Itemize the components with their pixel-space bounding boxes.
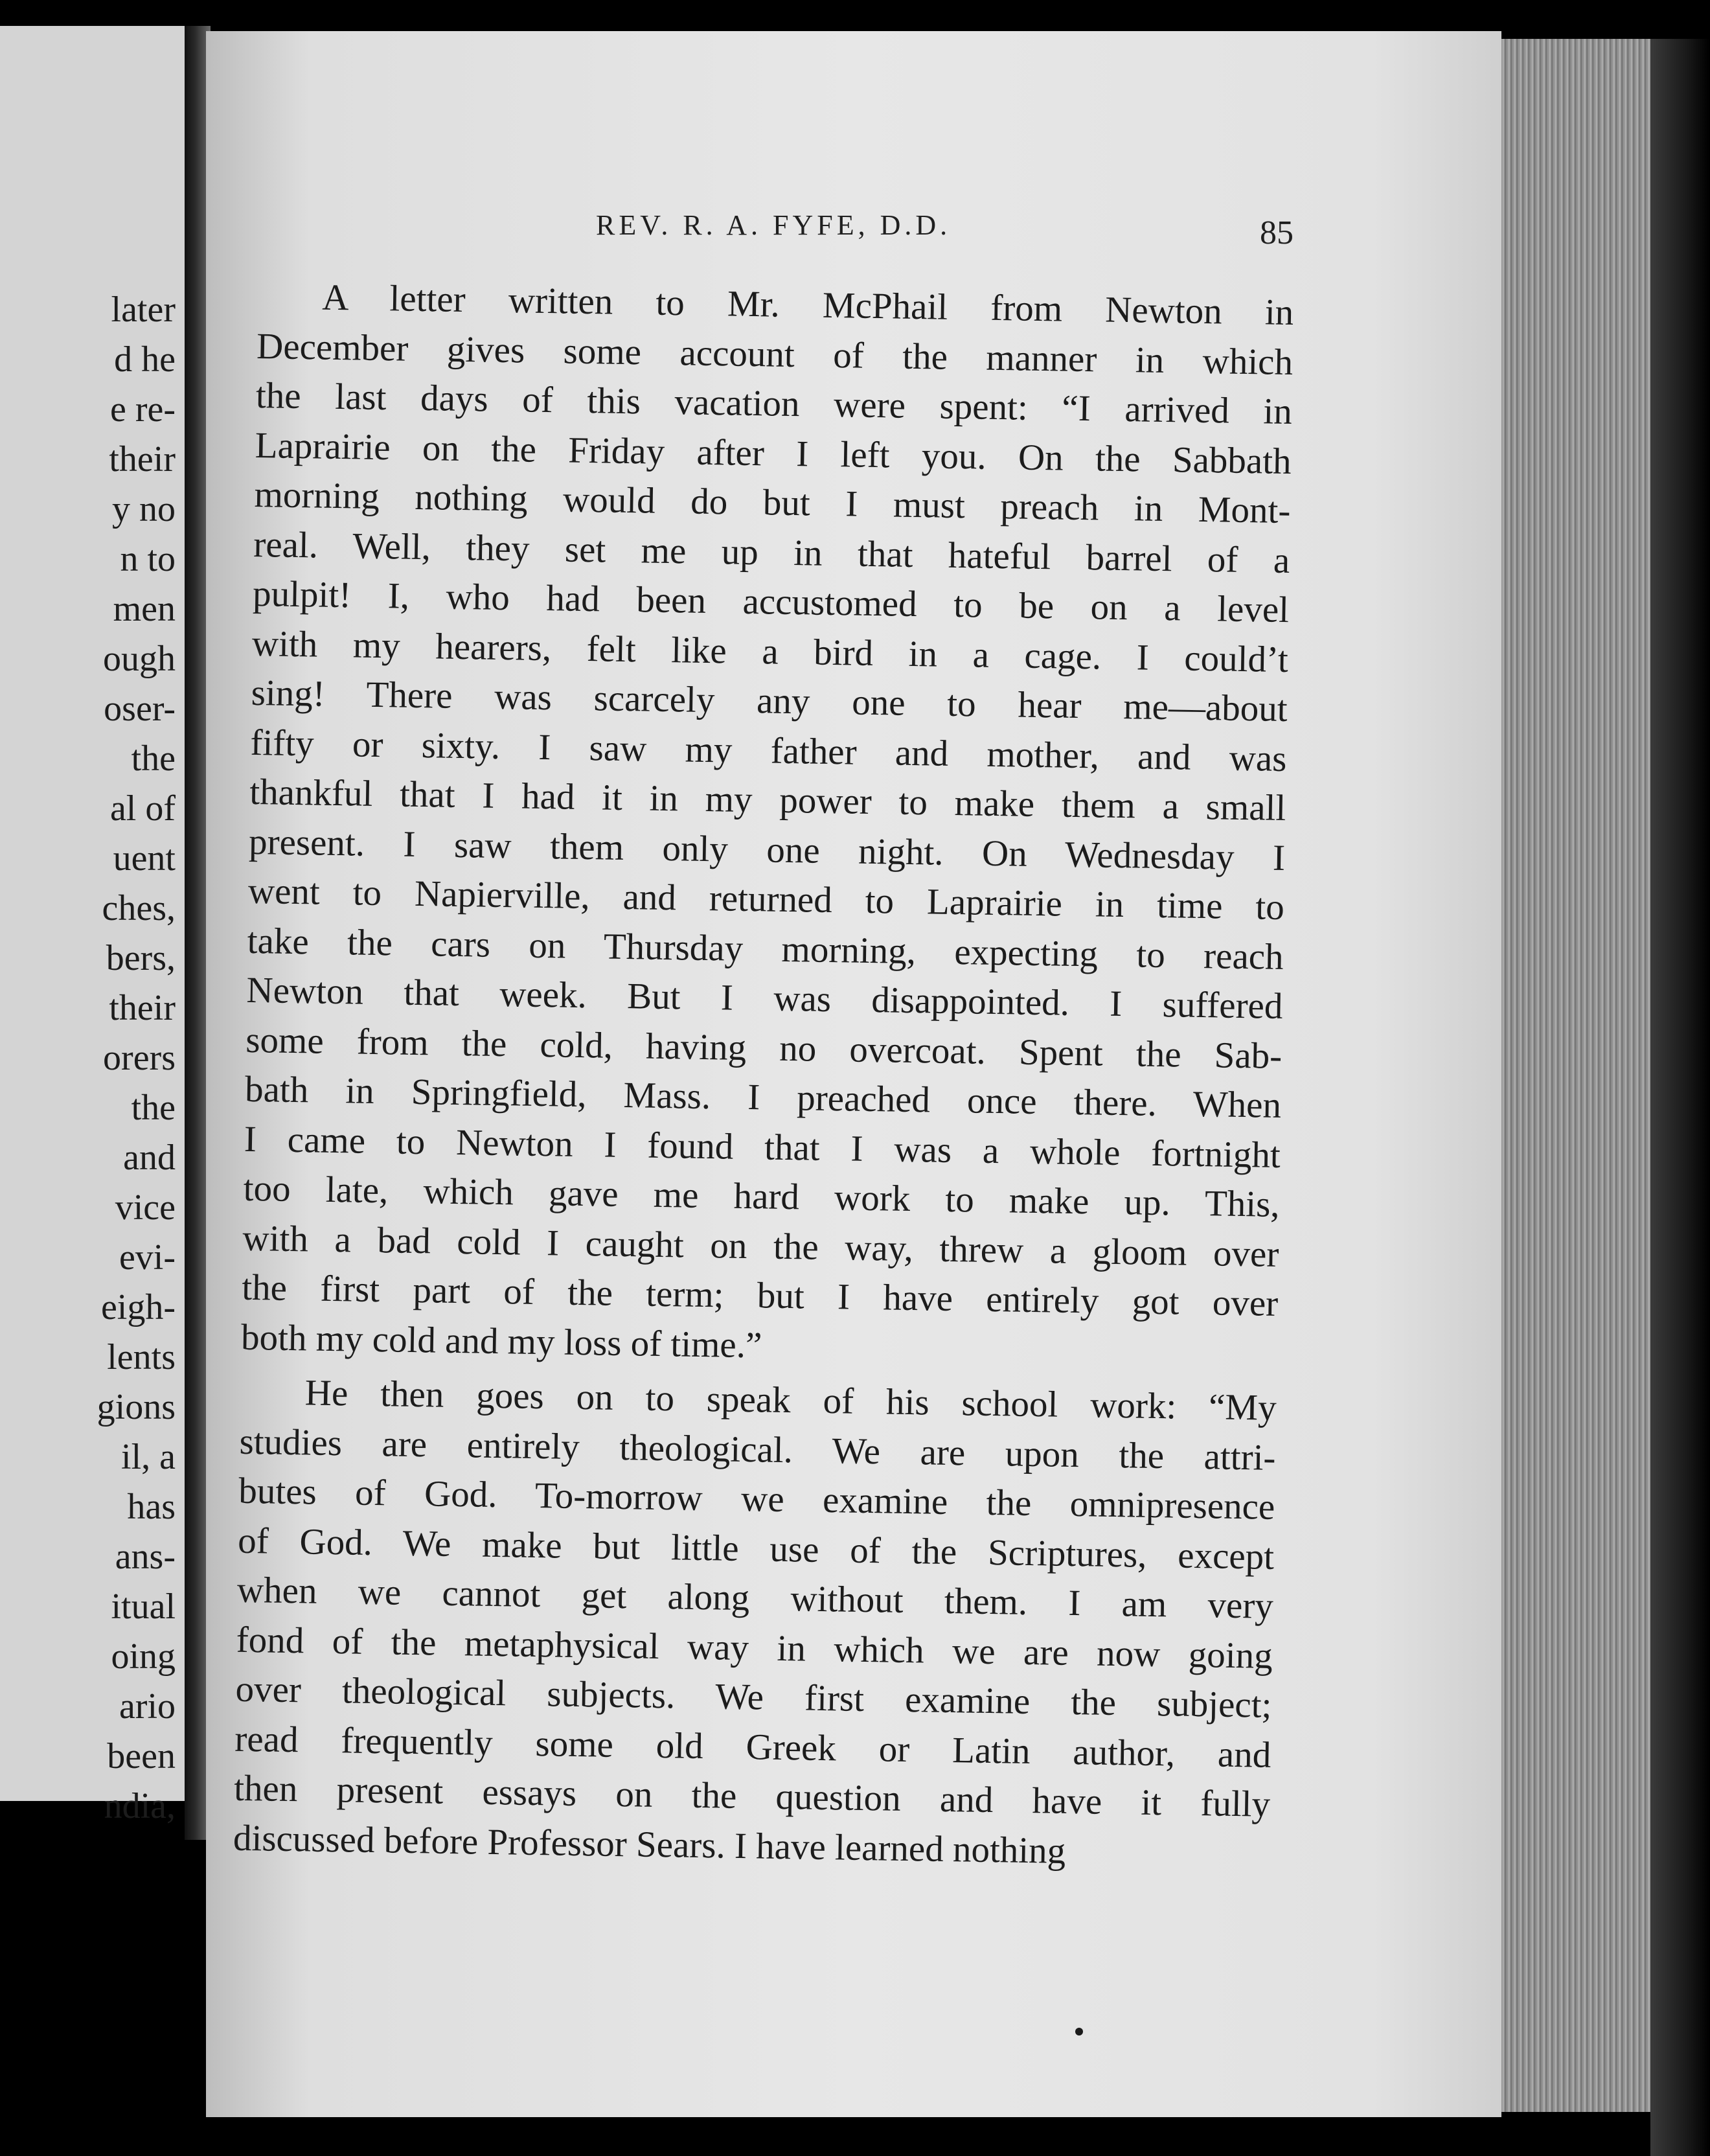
text-line: discussed before Professor Sears. I have learned nothing — [233, 1817, 1066, 1872]
text-line: with my hearers, felt like a bird in a cage. I could’t — [251, 623, 1289, 680]
text-line: of God. We make but little use of the Scriptures, except — [237, 1520, 1275, 1577]
text-line: morning nothing would do but I must preach in Mont- — [254, 474, 1291, 532]
text-line: studies are entirely theological. We are upon the attri- — [239, 1421, 1276, 1478]
text-line: read frequently some old Greek or Latin author, and — [234, 1718, 1271, 1776]
facing-page-left — [0, 26, 188, 1826]
text-line: the first part of the term; but I have entirely got over — [241, 1267, 1279, 1324]
body-text — [233, 272, 1294, 1879]
facing-page-line: orers — [103, 1038, 176, 1078]
page-edges — [1501, 39, 1650, 2112]
facing-page-line: ough — [103, 639, 176, 679]
text-line: went to Napierville, and returned to Laprairie in time to — [247, 870, 1285, 928]
facing-page-line: and — [123, 1138, 176, 1178]
facing-page-line: later — [111, 290, 176, 330]
text-line: butes of God. To-morrow we examine the omnipresence — [238, 1470, 1275, 1528]
text-line: Laprairie on the Friday after I left you. On the Sabbath — [255, 424, 1292, 482]
facing-page-line: has — [127, 1487, 176, 1527]
facing-page-line: ans- — [115, 1537, 176, 1577]
facing-page-line: il, a — [121, 1437, 176, 1477]
facing-page-line: oser- — [104, 689, 176, 729]
ink-speck — [1075, 2028, 1083, 2036]
facing-page-line: evi- — [119, 1237, 176, 1278]
page-number: 85 — [1260, 214, 1294, 251]
facing-page-line: been — [107, 1736, 176, 1776]
book-cover-edge — [1650, 39, 1710, 2156]
text-line: He then goes on to speak of his school work: “My — [304, 1372, 1277, 1428]
facing-page-line: gions — [97, 1387, 176, 1427]
facing-page-line: men — [113, 589, 176, 629]
paragraph-2 — [233, 1368, 1277, 1879]
text-line: sing! There was scarcely any one to hear me—about — [251, 672, 1288, 730]
text-line: December gives some account of the manner in which — [256, 325, 1294, 383]
facing-page-line: uent — [113, 838, 176, 878]
facing-page-line: their — [109, 988, 176, 1028]
facing-page-line: ches, — [102, 888, 176, 928]
text-line: I came to Newton I found that I was a whole fortnight — [244, 1118, 1281, 1176]
facing-page-line: oing — [111, 1636, 176, 1677]
text-line: A letter written to Mr. McPhail from Newton in — [321, 277, 1294, 334]
text-line: Newton that week. But I was disappointed. I suffered — [246, 969, 1283, 1027]
facing-page-line: ario — [119, 1686, 176, 1726]
running-head: REV. R. A. FYFE, D.D. — [596, 209, 952, 241]
text-line: real. Well, they set me up in that hateful barrel of a — [253, 523, 1290, 581]
facing-page-line: itual — [111, 1587, 176, 1627]
facing-page-line: eigh- — [100, 1287, 176, 1327]
facing-page-line: d he — [114, 339, 176, 380]
facing-page-line: bers, — [106, 938, 176, 978]
facing-page-text — [97, 285, 176, 1831]
text-line: present. I saw them only one night. On Wednesday I — [248, 821, 1286, 878]
facing-page-line: n to — [120, 539, 176, 579]
text-line: then present essays on the question and have it fully — [233, 1767, 1271, 1825]
text-line: the last days of this vacation were spent: “I arrived in — [255, 374, 1293, 433]
text-line: when we cannot get along without them. I am very — [236, 1569, 1274, 1627]
facing-page-line: e re- — [109, 389, 176, 430]
facing-page-line: the — [131, 1088, 176, 1128]
text-line: too late, which gave me hard work to make up. This, — [243, 1167, 1281, 1225]
text-line: some from the cold, having no overcoat. Spent the Sab- — [245, 1019, 1282, 1077]
text-line: bath in Springfield, Mass. I preached once there. When — [244, 1068, 1282, 1126]
paragraph-1 — [241, 272, 1294, 1379]
text-line: fifty or sixty. I saw my father and mother, and was — [250, 722, 1287, 779]
text-line: fond of the metaphysical way in which we are now going — [236, 1619, 1273, 1677]
facing-page-line: their — [109, 439, 176, 479]
text-line: with a bad cold I caught on the way, threw a gloom over — [242, 1217, 1279, 1275]
text-line: over theological subjects. We first examine the subject; — [235, 1668, 1272, 1726]
facing-page-line: y no — [112, 489, 176, 529]
facing-page-line: ndia, — [104, 1786, 176, 1826]
text-line: thankful that I had it in my power to make them a small — [249, 771, 1286, 829]
facing-page-line: the — [131, 739, 176, 779]
facing-page-line: vice — [115, 1187, 176, 1228]
facing-page-line: lents — [107, 1337, 176, 1377]
text-line: take the cars on Thursday morning, expecting to reach — [247, 920, 1284, 978]
text-line: both my cold and my loss of time.” — [240, 1316, 762, 1366]
facing-page-line: al of — [109, 788, 176, 829]
text-line: pulpit! I, who had been accustomed to be on a level — [252, 573, 1290, 631]
